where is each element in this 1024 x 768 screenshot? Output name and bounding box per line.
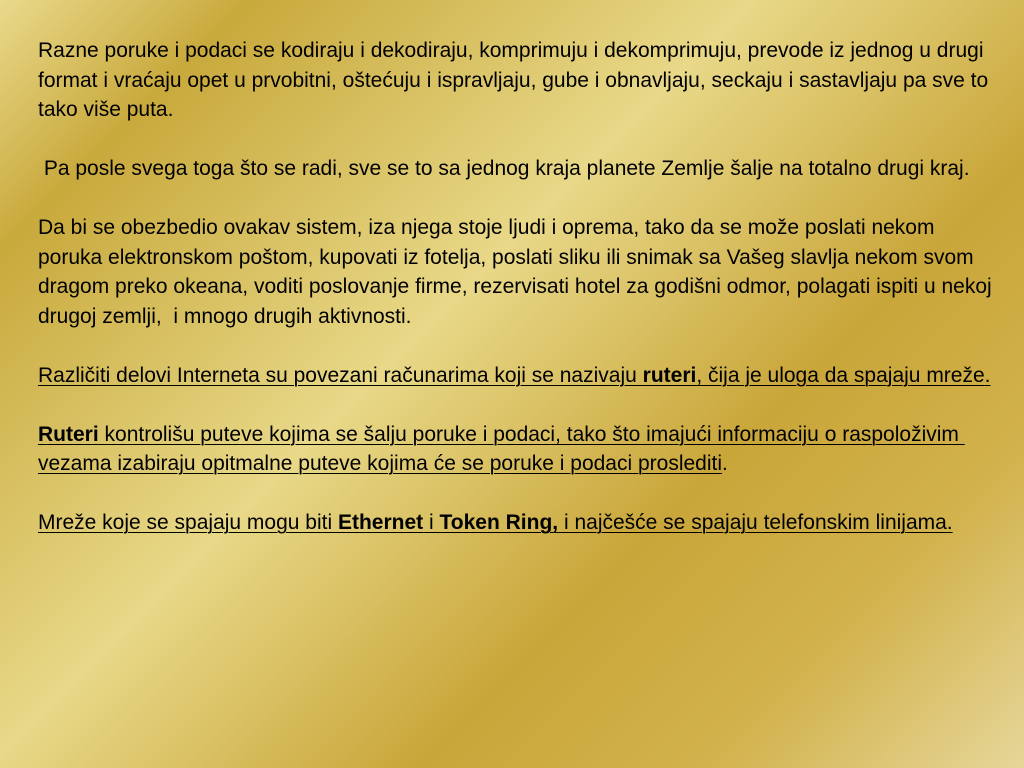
routers-intro-tail: , čija je uloga da spajaju mreže. bbox=[696, 363, 991, 387]
paragraph-transmission: Pa posle svega toga što se radi, sve se to sa jednog kraja planete Zemlje šalje na totalno drugi kraj. bbox=[38, 157, 970, 180]
network-types-conj: i bbox=[423, 511, 440, 534]
slide-body bbox=[38, 36, 998, 567]
paragraph-routers-function bbox=[38, 420, 998, 479]
ethernet-term: Ethernet bbox=[337, 511, 424, 534]
network-types-tail: i najčešće se spajaju telefonskim linijama. bbox=[558, 511, 953, 534]
paragraph-routers-intro bbox=[38, 361, 998, 391]
token-ring-term: Token Ring, bbox=[439, 511, 559, 534]
paragraph-network-types bbox=[38, 508, 998, 538]
paragraph-encoding: Razne poruke i podaci se kodiraju i dekodiraju, komprimuju i dekomprimuju, prevode iz jednog u drugi format i vraćaju opet u prvobitni, oštećuju i ispravljaju, gube i obnavljaju, seckaju i sastavljaju pa sve to tako više puta. bbox=[38, 39, 995, 121]
routers-term: ruteri bbox=[642, 363, 697, 387]
routers-term-2: Ruteri bbox=[38, 422, 99, 446]
routers-function-end: . bbox=[722, 452, 728, 475]
network-types-text: Mreže koje se spajaju mogu biti bbox=[38, 511, 338, 534]
paragraph-system: Da bi se obezbedio ovakav sistem, iza njega stoje ljudi i oprema, tako da se može poslati nekom poruka elektronskom poštom, kupovati iz fotelja, poslati sliku ili snimak sa Vašeg slavlja nekom svom dragom preko okeana, voditi poslovanje firme, rezervisati hotel za godišni odmor, polagati ispiti u nekoj drugoj zemlji, i mnogo drugih aktivnosti. bbox=[38, 216, 998, 328]
routers-intro-text: Različiti delovi Interneta su povezani računarima koji se nazivaju bbox=[38, 363, 643, 387]
routers-function-text: kontrolišu puteve kojima se šalju poruke i podaci, tako što imajući informaciju o raspoloživim vezama izabiraju opitmalne puteve kojima će se poruke i podaci proslediti bbox=[38, 422, 965, 475]
